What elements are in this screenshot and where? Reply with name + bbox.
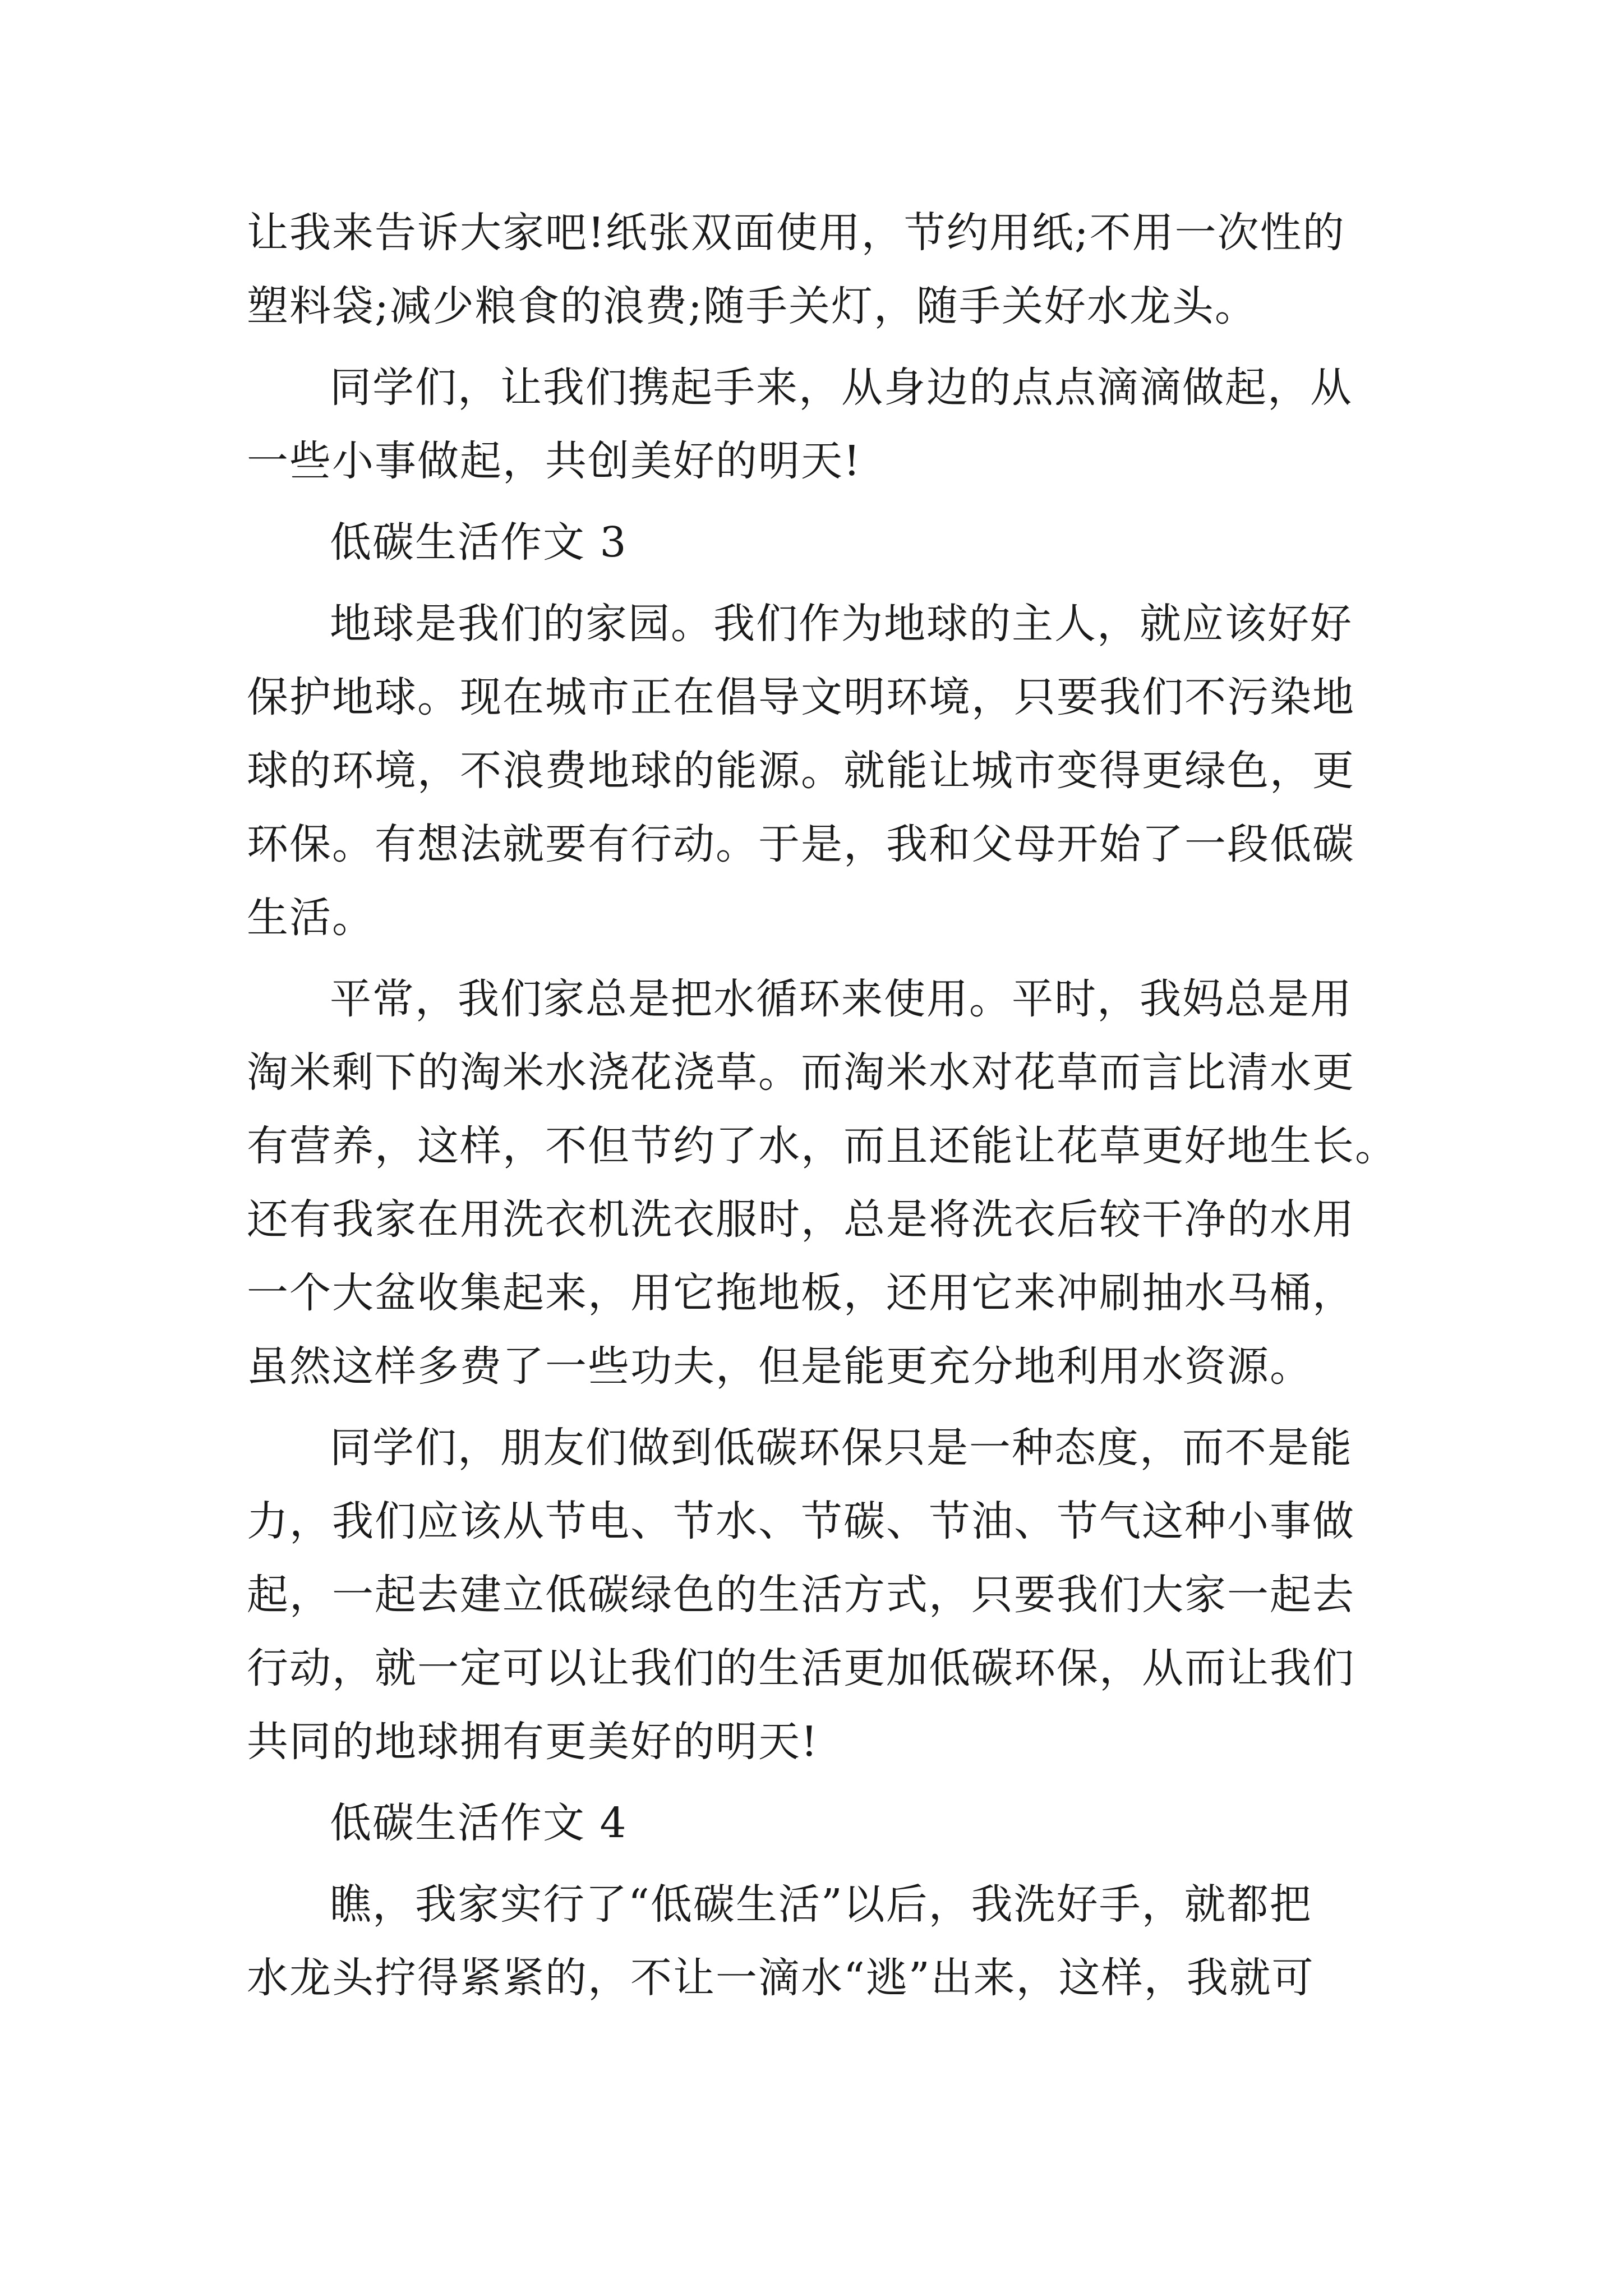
text-line: 环保。有想法就要有行动。于是，我和父母开始了一段低碳	[247, 820, 1355, 868]
text-line: 有营养，这样，不但节约了水，而且还能让花草更好地生长。	[247, 1122, 1398, 1170]
text-line: 保护地球。现在城市正在倡导文明环境，只要我们不污染地	[247, 673, 1355, 721]
text-line: 球的环境，不浪费地球的能源。就能让城市变得更绿色，更	[247, 747, 1355, 795]
text-line: 行动，就一定可以让我们的生活更加低碳环保，从而让我们	[247, 1644, 1355, 1692]
text-line: 水龙头拧得紧紧的，不让一滴水“逃”出来，这样，我就可	[247, 1954, 1315, 2002]
text-line: 共同的地球拥有更美好的明天!	[247, 1718, 819, 1766]
paragraph-first-line: 平常，我们家总是把水循环来使用。平时，我妈总是用	[330, 975, 1353, 1023]
text-line: 虽然这样多费了一些功夫，但是能更充分地利用水资源。	[247, 1342, 1312, 1391]
text-line: 让我来告诉大家吧!纸张双面使用，节约用纸;不用一次性的	[247, 209, 1345, 257]
text-line: 还有我家在用洗衣机洗衣服时，总是将洗衣后较干净的水用	[247, 1195, 1355, 1244]
section-heading: 低碳生活作文 3	[330, 518, 628, 567]
section-heading: 低碳生活作文 4	[330, 1799, 628, 1847]
text-line: 一些小事做起，共创美好的明天!	[247, 437, 861, 485]
paragraph-first-line: 地球是我们的家园。我们作为地球的主人，就应该好好	[330, 600, 1353, 648]
paragraph-first-line: 瞧，我家实行了“低碳生活”以后，我洗好手，就都把	[330, 1880, 1312, 1929]
paragraph-first-line: 同学们，朋友们做到低碳环保只是一种态度，而不是能	[330, 1424, 1353, 1472]
text-line: 塑料袋;减少粮食的浪费;随手关灯，随手关好水龙头。	[247, 282, 1257, 330]
text-line: 淘米剩下的淘米水浇花浇草。而淘米水对花草而言比清水更	[247, 1048, 1355, 1097]
document-body	[247, 196, 1398, 2015]
text-line: 力，我们应该从节电、节水、节碳、节油、节气这种小事做	[247, 1497, 1355, 1545]
text-line: 一个大盆收集起来，用它拖地板，还用它来冲刷抽水马桶，	[247, 1269, 1355, 1317]
text-line: 起，一起去建立低碳绿色的生活方式，只要我们大家一起去	[247, 1571, 1355, 1619]
text-line: 生活。	[247, 894, 375, 942]
paragraph-first-line: 同学们，让我们携起手来，从身边的点点滴滴做起，从	[330, 364, 1353, 412]
